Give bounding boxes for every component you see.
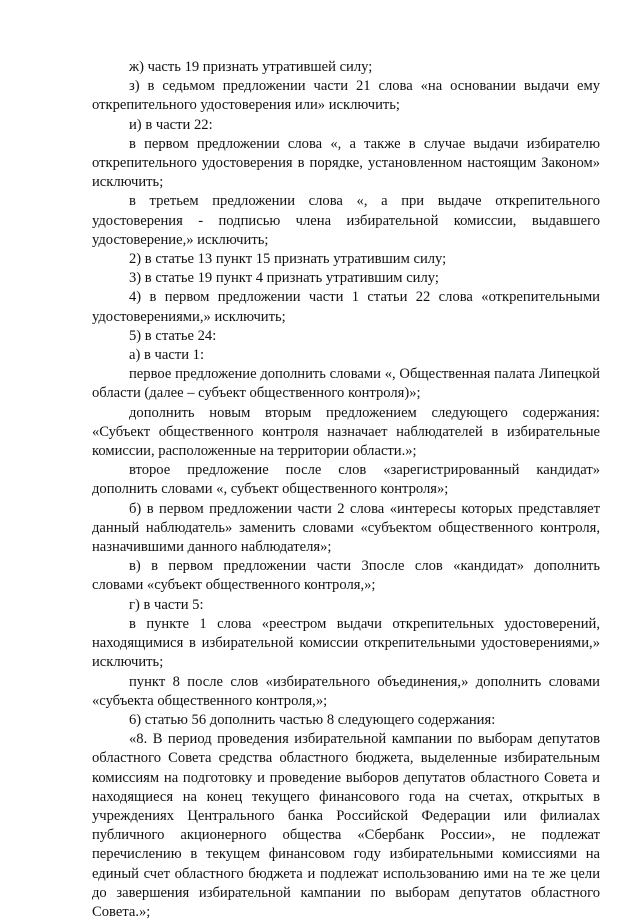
paragraph: первое предложение дополнить словами «, Общественная палата Липецкой области (далее – субъект общественного контроля)»; (92, 366, 600, 402)
paragraph: 6) статью 56 дополнить частью 8 следующего содержания: (129, 711, 496, 728)
paragraph: в) в первом предложении части 3после слов «кандидат» дополнить словами «субъект общественного контроля,»; (92, 558, 600, 594)
paragraph: пункт 8 после слов «избирательного объединения,» дополнить словами «субъекта общественного контроля,»; (92, 673, 600, 709)
paragraph: в первом предложении слова «, а также в случае выдачи избирателю открепительного удостоверения в порядке, установленном настоящим Законом» исключить; (92, 135, 600, 191)
paragraph: в пункте 1 слова «реестром выдачи открепительных удостоверений, находящимися в избирательной комиссии открепительными удостоверениями,» исключить; (92, 615, 600, 671)
paragraph: «8. В период проведения избирательной кампании по выборам депутатов областного Совета средства областного бюджета, выделенные избирательным комиссиям на подготовку и проведение выборов депутатов областного Совета и находящиеся на конец текущего финансового года на счетах, открытых в учреждениях Центрального банка Российской Федерации или филиалах публичного акционерного общества «Сбербанк России», не подлежат перечислению в текущем финансовом году избирательными комиссиями на единый счет областного бюджета и подлежат использованию ими на те же цели до завершения избирательной кампании по выборам депутатов областного Совета.»; (92, 731, 600, 920)
paragraph: и) в части 22: (129, 116, 213, 133)
paragraph: дополнить новым вторым предложением следующего содержания: «Субъект общественного контроля назначает наблюдателей в избирательные комиссии, расположенные на территории области.»; (92, 404, 600, 460)
paragraph: ж) часть 19 признать утратившей силу; (129, 59, 373, 75)
paragraph: 3) в статье 19 пункт 4 признать утратившим силу; (129, 270, 439, 287)
paragraph: 4) в первом предложении части 1 статьи 22 слова «открепительными удостоверениями,» исключить; (92, 289, 600, 325)
paragraph: а) в части 1: (129, 347, 205, 364)
paragraph: второе предложение после слов «зарегистрированный кандидат» дополнить словами «, субъект общественного контроля»; (92, 462, 600, 498)
paragraph: в третьем предложении слова «, а при выдаче открепительного удостоверения - подписью члена избирательной комиссии, выдавшего удостоверение,» исключить; (92, 193, 600, 248)
paragraph: 2) в статье 13 пункт 15 признать утратившим силу; (129, 251, 447, 268)
paragraph: 5) в статье 24: (129, 327, 217, 344)
paragraph: з) в седьмом предложении части 21 слова «на основании выдачи ему открепительного удостоверения или» исключить; (92, 78, 600, 114)
paragraph: б) в первом предложении части 2 слова «интересы которых представляет данный наблюдатель» заменить словами «субъектом общественного контроля, назначившими данного наблюдателя»; (92, 500, 600, 556)
paragraph: г) в части 5: (129, 596, 204, 613)
